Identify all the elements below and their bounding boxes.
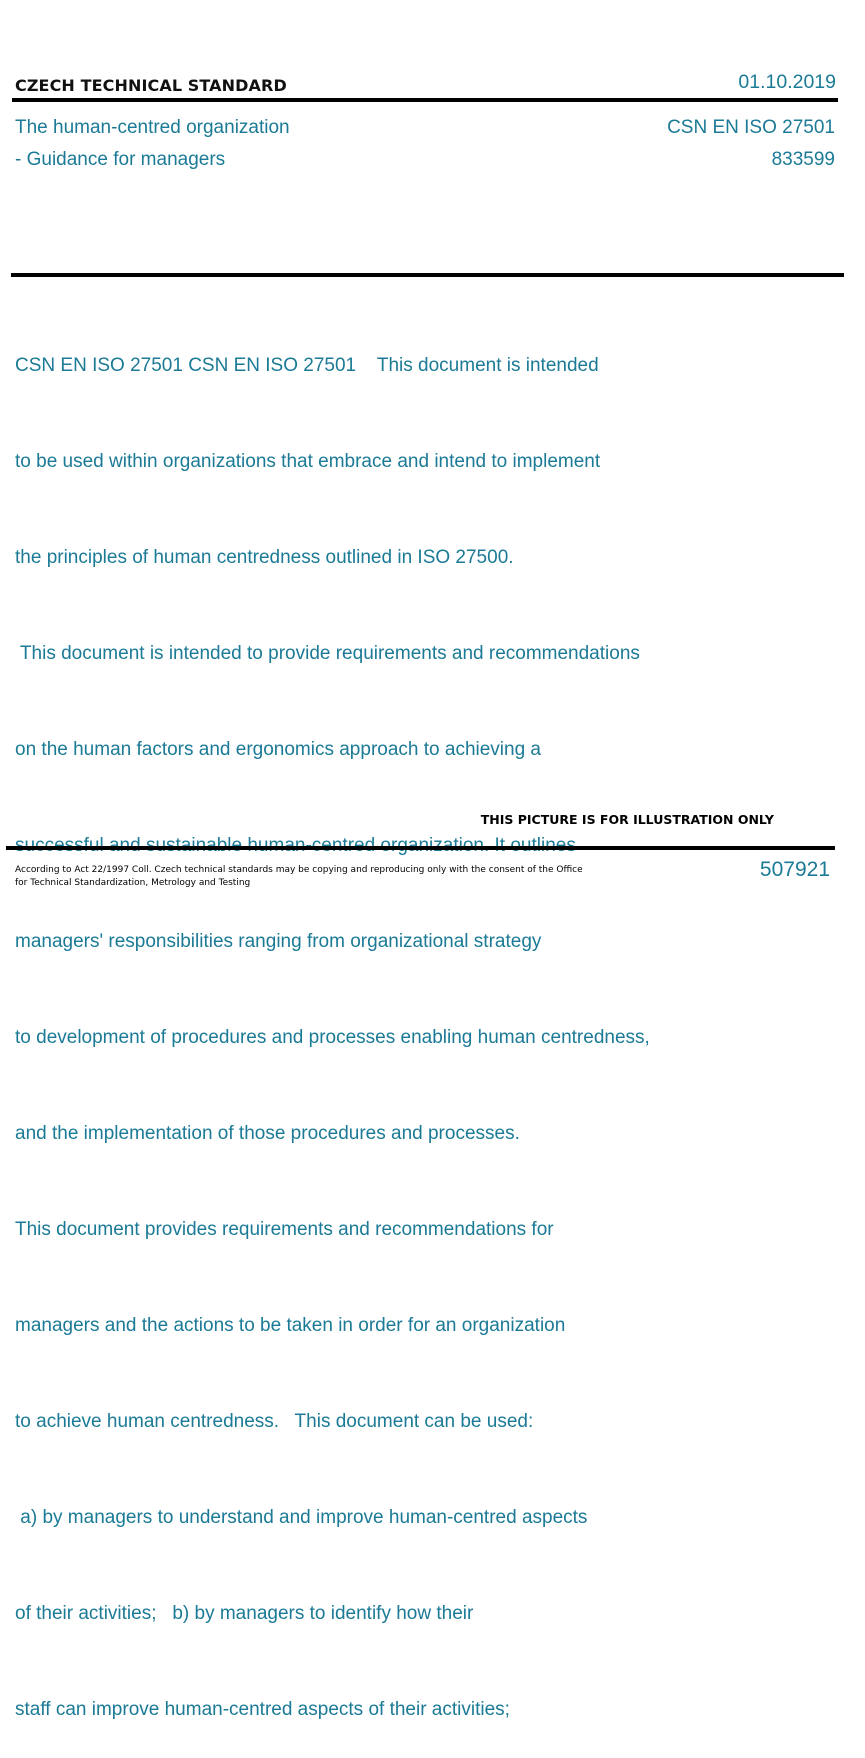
abstract-line: the principles of human centredness outlined in ISO 27500. [15,547,514,568]
abstract-line: of their activities; b) by managers to identify how their [15,1603,474,1624]
abstract-line: managers and the actions to be taken in order for an organization [15,1315,566,1336]
standard-title-line-2: - Guidance for managers [15,149,226,170]
abstract-line: to development of procedures and processes enabling human centredness, [15,1027,650,1048]
header-divider [12,98,838,102]
catalog-number: 833599 [771,149,835,170]
document-type-heading: CZECH TECHNICAL STANDARD [15,76,287,95]
abstract-line: managers' responsibilities ranging from organizational strategy [15,931,542,952]
legal-notice [15,864,583,890]
footer-code: 507921 [759,858,830,881]
abstract-line: on the human factors and ergonomics approach to achieving a [15,739,541,760]
footer-divider [6,846,835,850]
abstract-line: This document provides requirements and recommendations for [15,1219,554,1240]
abstract-line: and the implementation of those procedures and processes. [15,1123,520,1144]
legal-notice-line-2: for Technical Standardization, Metrology and Testing [15,878,251,888]
standard-title [15,112,290,176]
publication-date: 01.10.2019 [738,71,836,93]
abstract-line: staff can improve human-centred aspects of their activities; [15,1699,510,1720]
standard-title-line-1: The human-centred organization [15,117,290,138]
document-abstract [15,286,650,1758]
abstract-line: CSN EN ISO 27501 CSN EN ISO 27501 This document is intended [15,355,599,376]
legal-notice-line-1: According to Act 22/1997 Coll. Czech technical standards may be copying and reproducing only with the consent of the Office [15,865,583,875]
illustration-disclaimer: THIS PICTURE IS FOR ILLUSTRATION ONLY [480,812,774,827]
standard-identifiers [667,112,835,176]
standard-number: CSN EN ISO 27501 [667,117,835,138]
abstract-line: to be used within organizations that embrace and intend to implement [15,451,601,472]
abstract-line: to achieve human centredness. This document can be used: [15,1411,534,1432]
abstract-line: a) by managers to understand and improve human-centred aspects [15,1507,588,1528]
abstract-line: This document is intended to provide requirements and recommendations [15,643,640,664]
section-divider [11,273,844,277]
